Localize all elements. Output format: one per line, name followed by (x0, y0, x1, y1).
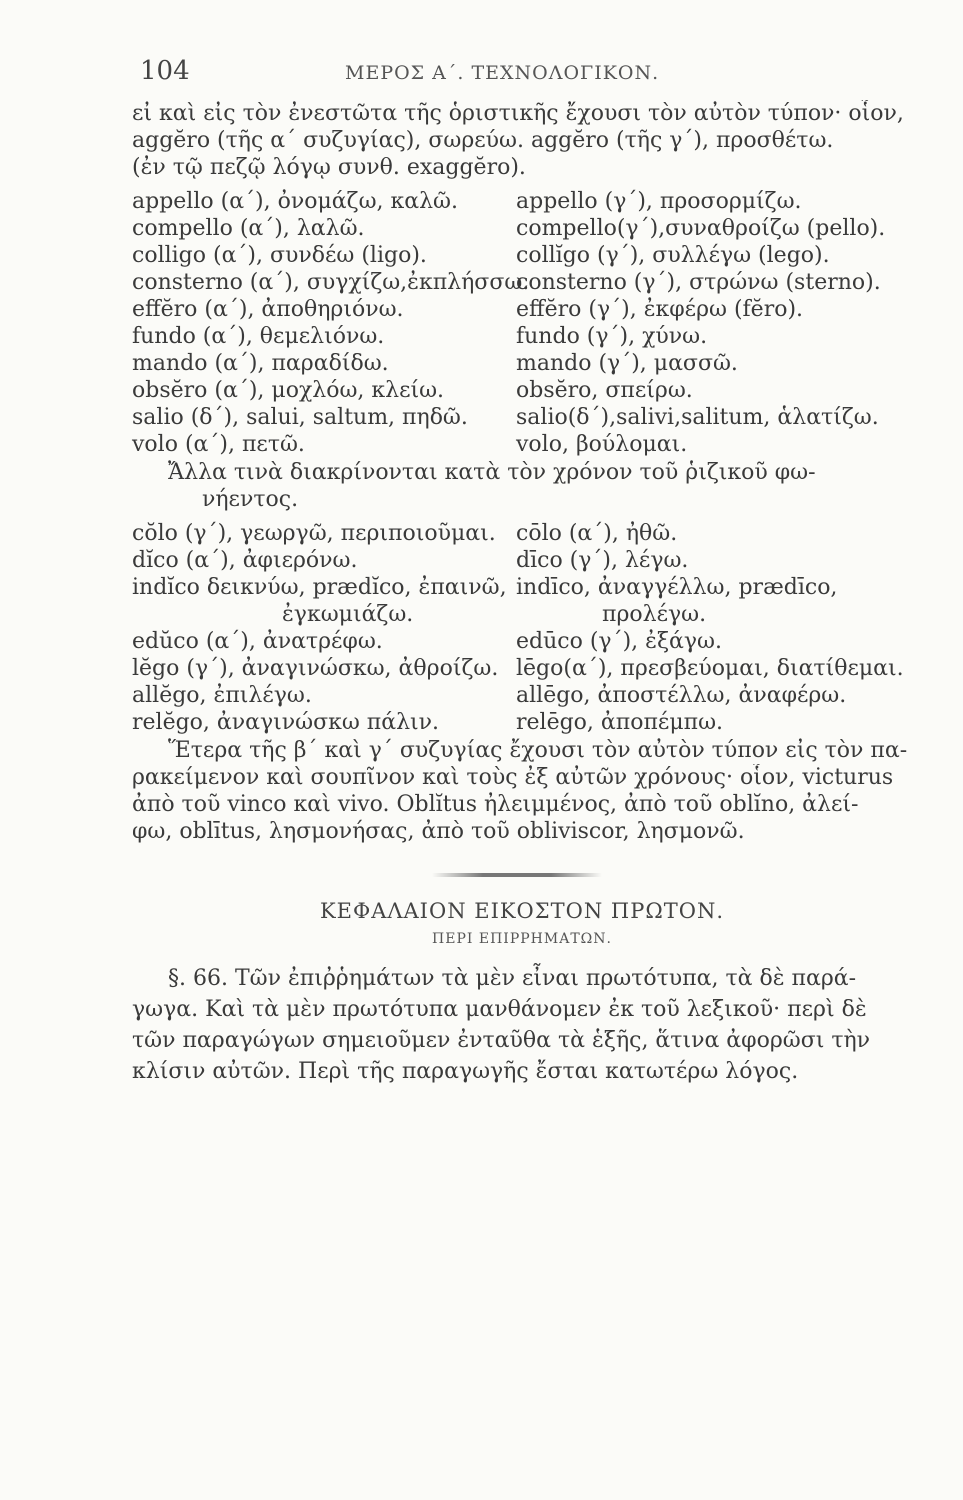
pair-right: dīco (γ΄), λέγω. (516, 548, 689, 573)
word-pair-continuation (132, 602, 912, 629)
pair-left: effĕro (α΄), ἀποθηριόνω. (132, 297, 404, 322)
text-line: νήεντος. (202, 487, 299, 512)
pair-left: fundo (α΄), θεμελιόνω. (132, 324, 385, 349)
pair-right: collĭgo (γ΄), συλλέγω (lego). (516, 243, 830, 268)
pair-right: effĕro (γ΄), ἐκφέρω (fĕro). (516, 297, 804, 322)
word-pair (132, 351, 912, 378)
running-title: ΜΕΡΟΣ Α΄. ΤΕΧΝΟΛΟΓΙΚΟΝ. (345, 62, 660, 84)
word-pair (132, 405, 912, 432)
pair-left: mando (α΄), παραδίδω. (132, 351, 389, 376)
pair-right: appello (γ΄), προσορμίζω. (516, 189, 802, 214)
pair-right: obsĕro, σπείρω. (516, 378, 693, 403)
section-title: ΠΕΡΙ ΕΠΙΡΡΗΜΑΤΩΝ. (432, 931, 612, 947)
pair-right: volo, βούλομαι. (516, 432, 688, 457)
text-line: ἀπὸ τοῦ vinco καὶ vivo. Oblĭtus ἠλειμμένος, ἀπὸ τοῦ oblĭno, ἀλεί- (132, 792, 859, 817)
word-pair (132, 548, 912, 575)
pair-right: relēgo, ἀποπέμπω. (516, 710, 724, 735)
closing-paragraph (132, 737, 912, 845)
pair-left: salio (δ΄), salui, saltum, πηδῶ. (132, 405, 468, 430)
word-pair (132, 629, 912, 656)
text-line: κλίσιν αὐτῶν. Περὶ τῆς παραγωγῆς ἔσται κατωτέρω λόγος. (132, 1059, 799, 1084)
ornamental-divider (432, 873, 602, 877)
intro-paragraph (132, 100, 912, 181)
pair-left: allĕgo, ἐπιλέγω. (132, 683, 312, 708)
word-pair (132, 378, 912, 405)
text-line: φω, oblītus, λησμονήσας, ἀπὸ τοῦ obliviscor, λησμονῶ. (132, 819, 745, 844)
pair-left: indĭco δεικνύω, prædĭco, ἐπαινῶ, (132, 575, 507, 600)
word-pair (132, 432, 912, 459)
pair-right: cōlo (α΄), ἠθῶ. (516, 521, 678, 546)
pair-right: allēgo, ἀποστέλλω, ἀναφέρω. (516, 683, 847, 708)
word-pair (132, 324, 912, 351)
word-pair (132, 710, 912, 737)
word-pairs-a (132, 189, 912, 459)
pair-left: obsĕro (α΄), μοχλόω, κλείω. (132, 378, 445, 403)
chapter-title: ΚΕΦΑΛΑΙΟΝ ΕΙΚΟΣΤΟΝ ΠΡΩΤΟΝ. (319, 899, 725, 923)
pair-right: salio(δ΄),salivi,salitum, ἁλατίζω. (516, 405, 879, 430)
page-body (132, 100, 912, 1089)
pair-left: relĕgo, ἀναγινώσκω πάλιν. (132, 710, 440, 735)
word-pair (132, 216, 912, 243)
text-line: aggĕro (τῆς α΄ συζυγίας), σωρεύω. aggĕro (τῆς γ΄), προσθέτω. (132, 128, 834, 153)
pair-right: edūco (γ΄), ἐξάγω. (516, 629, 722, 654)
pair-left: edŭco (α΄), ἀνατρέφω. (132, 629, 383, 654)
pair-left: dĭco (α΄), ἀφιερόνω. (132, 548, 358, 573)
pair-left: volo (α΄), πετῶ. (132, 432, 305, 457)
text-line: Ἄλλα τινὰ διακρίνονται κατὰ τὸν χρόνον τοῦ ῥιζικοῦ φω- (168, 460, 816, 485)
text-line: §. 66. Τῶν ἐπιῤῥημάτων τὰ μὲν εἶναι πρωτότυπα, τὰ δὲ παρά- (168, 966, 857, 991)
pair-left: ἐγκωμιάζω. (282, 602, 414, 627)
section-paragraph (132, 963, 912, 1087)
pair-right: consterno (γ΄), στρώνω (sterno). (516, 270, 881, 295)
page-header (140, 56, 880, 96)
word-pair (132, 683, 912, 710)
pair-right: προλέγω. (602, 602, 707, 627)
pair-left: appello (α΄), ὀνομάζω, καλῶ. (132, 189, 458, 214)
pair-left: compello (α΄), λαλῶ. (132, 216, 365, 241)
pair-left: consterno (α΄), συγχίζω,ἐκπλήσσω. (132, 270, 530, 295)
text-line: (ἐν τῷ πεζῷ λόγῳ συνθ. exaggĕro). (132, 155, 526, 180)
word-pairs-b (132, 521, 912, 737)
text-line: γωγα. Καὶ τὰ μὲν πρωτότυπα μανθάνομεν ἐκ τοῦ λεξικοῦ· περὶ δὲ (132, 997, 867, 1022)
pair-left: colligo (α΄), συνδέω (ligo). (132, 243, 427, 268)
word-pair (132, 297, 912, 324)
pair-right: fundo (γ΄), χύνω. (516, 324, 708, 349)
word-pair (132, 243, 912, 270)
pair-left: cŏlo (γ΄), γεωργῶ, περιποιοῦμαι. (132, 521, 496, 546)
pair-right: mando (γ΄), μασσῶ. (516, 351, 738, 376)
page-number: 104 (140, 56, 190, 86)
word-pair (132, 270, 912, 297)
text-line: εἰ καὶ εἰς τὸν ἐνεστῶτα τῆς ὁριστικῆς ἔχουσι τὸν αὐτὸν τύπον· οἷον, (132, 101, 904, 126)
word-pair (132, 656, 912, 683)
pair-left: lĕgo (γ΄), ἀναγινώσκω, ἀθροίζω. (132, 656, 499, 681)
text-line: ρακείμενον καὶ σουπῖνον καὶ τοὺς ἐξ αὐτῶν χρόνους· οἷον, victurus (132, 765, 894, 790)
pair-right: compello(γ΄),συναθροίζω (pello). (516, 216, 886, 241)
text-line: Ἕτερα τῆς β΄ καὶ γ΄ συζυγίας ἔχουσι τὸν αὐτὸν τύπον εἰς τὸν πα- (168, 738, 908, 763)
middle-paragraph (132, 459, 912, 513)
pair-right: lēgo(α΄), πρεσβεύομαι, διατίθεμαι. (516, 656, 904, 681)
word-pair (132, 575, 912, 602)
pair-right: indīco, ἀναγγέλλω, prædīco, (516, 575, 838, 600)
word-pair (132, 521, 912, 548)
text-line: τῶν παραγώγων σημειοῦμεν ἐνταῦθα τὰ ἑξῆς, ἅτινα ἀφορῶσι τὴν (132, 1028, 871, 1053)
word-pair (132, 189, 912, 216)
